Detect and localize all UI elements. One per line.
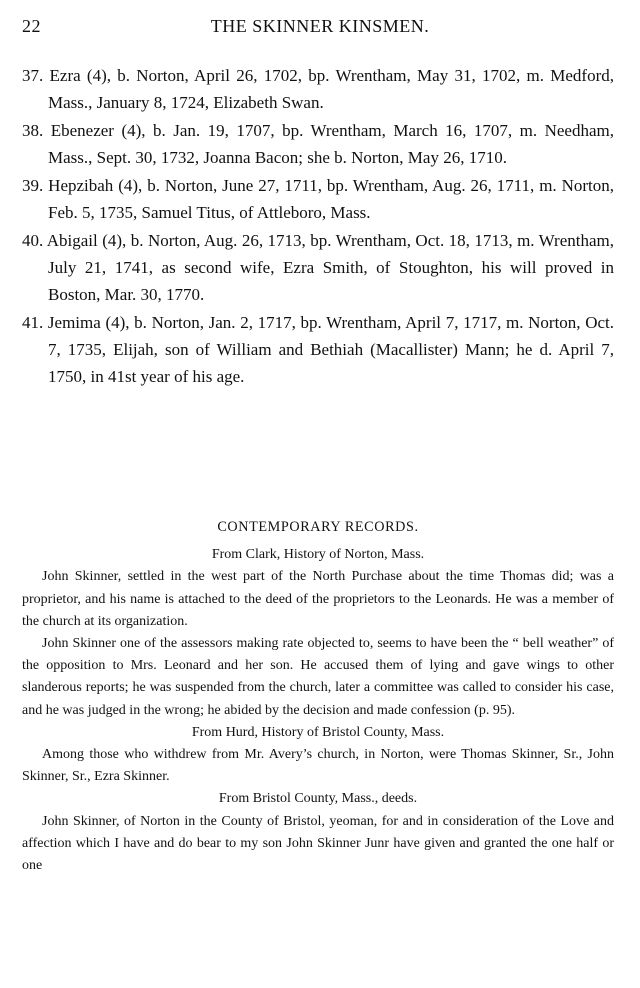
source-heading: From Clark, History of Norton, Mass.: [211, 547, 425, 563]
record-paragraph: John Skinner one of the assessors making rate objected to, seems to have been the “ bell weather” of the opposition to Mrs. Leonard and her son. He accused them of lying and gave wings to other slanderous reports; he was suspended from the church, later a committee was called to consider his case, and he was judged in the wrong; he abided by the decision and made confession (p. 95).: [22, 636, 614, 718]
running-head: [22, 16, 618, 40]
section-title: CONTEMPORARY RECORDS.: [217, 519, 419, 535]
entry-39: 39. Hepzibah (4), b. Norton, June 27, 1711, bp. Wrentham, Aug. 26, 1711, m. Norton, Feb. 5, 1735, Samuel Titus, of Attleboro, Mass.: [22, 176, 614, 222]
genealogy-entries: [22, 62, 614, 391]
entry-37: 37. Ezra (4), b. Norton, April 26, 1702, bp. Wrentham, May 31, 1702, m. Medford, Mass., January 8, 1724, Elizabeth Swan.: [22, 66, 614, 112]
source-heading: From Hurd, History of Bristol County, Mass.: [191, 724, 445, 740]
entry-41: 41. Jemima (4), b. Norton, Jan. 2, 1717, bp. Wrentham, April 7, 1717, m. Norton, Oct. 7, 1735, Elijah, son of William and Bethiah (Macallister) Mann; he d. April 7, 1750, in 41st year of his age.: [22, 313, 614, 386]
source-heading: From Bristol County, Mass., deeds.: [218, 791, 418, 807]
running-title: THE SKINNER KINSMEN.: [210, 16, 430, 36]
record-paragraph: John Skinner, settled in the west part of the North Purchase about the time Thomas did; was a proprietor, and his name is attached to the deed of the proprietors to the Leonards. He was a member of the church at its organization.: [22, 569, 614, 629]
entry-40: 40. Abigail (4), b. Norton, Aug. 26, 1713, bp. Wrentham, Oct. 18, 1713, m. Wrentham, July 21, 1741, as second wife, Ezra Smith, of Stoughton, his will proved in Boston, Mar. 30, 1770.: [22, 231, 614, 304]
page-number: 22: [22, 16, 41, 36]
record-paragraph: John Skinner, of Norton in the County of Bristol, yeoman, for and in consideration of the Love and affection which I have and do bear to my son John Skinner Junr have given and granted the one half or one: [22, 813, 614, 874]
record-paragraph: Among those who withdrew from Mr. Avery’s church, in Norton, were Thomas Skinner, Sr., John Skinner, Sr., Ezra Skinner.: [22, 747, 614, 785]
entry-38: 38. Ebenezer (4), b. Jan. 19, 1707, bp. Wrentham, March 16, 1707, m. Needham, Mass., Sept. 30, 1732, Joanna Bacon; she b. Norton, May 26, 1710.: [22, 121, 614, 167]
contemporary-records: [22, 516, 614, 877]
